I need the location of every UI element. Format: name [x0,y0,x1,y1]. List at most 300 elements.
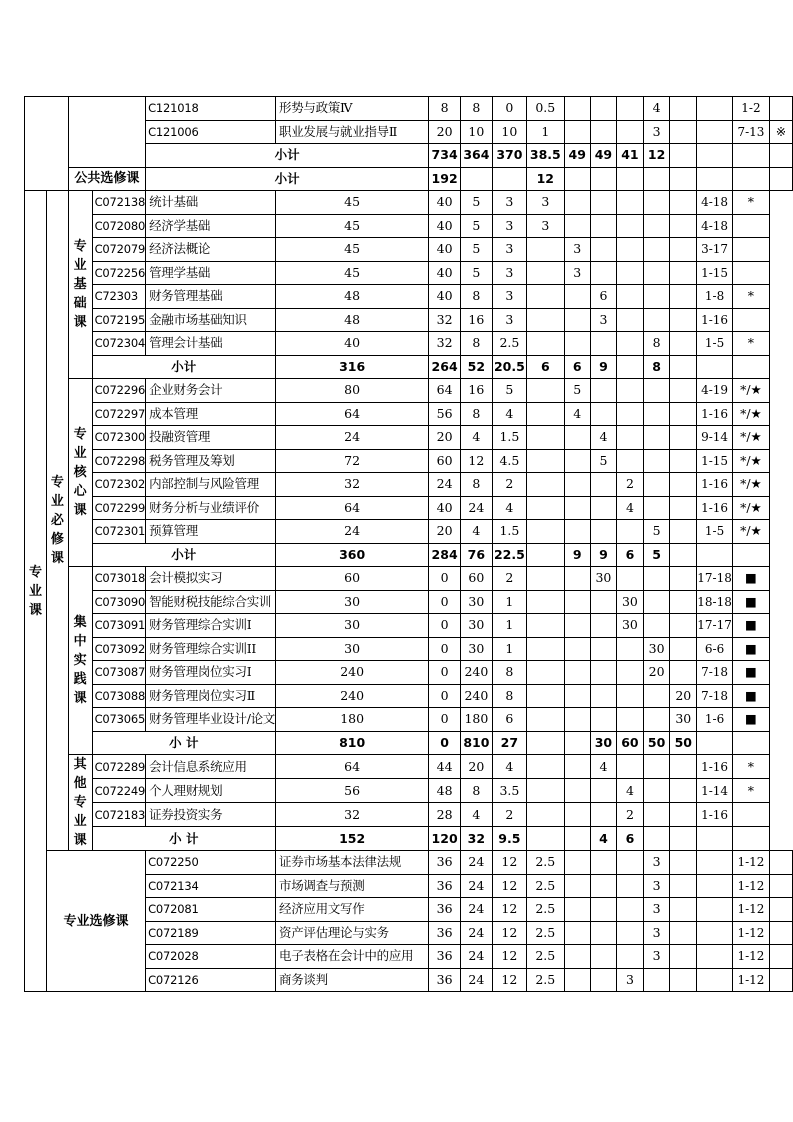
subtotal-value [564,731,590,755]
course-value: 32 [276,803,429,827]
course-value: 3 [643,945,670,969]
subtotal-label: 小 计 [92,827,275,851]
course-value [590,708,616,732]
subtotal-value [697,355,733,379]
course-value [697,874,733,898]
course-code: C072081 [146,898,276,922]
course-value: 56 [429,402,461,426]
course-value [769,97,792,121]
course-value: 3 [590,308,616,332]
course-value [670,851,697,875]
course-value [769,921,792,945]
course-value [564,191,590,215]
course-name: 财务管理岗位实习Ⅰ [146,661,276,685]
subtotal-value: 264 [429,355,461,379]
course-value [617,945,644,969]
course-value [617,214,644,238]
course-value: 1-12 [732,874,769,898]
course-value [670,803,697,827]
course-name: 形势与政策Ⅳ [276,97,429,121]
course-value [643,496,670,520]
course-value [643,261,670,285]
course-value: 4-18 [697,191,733,215]
course-value [527,661,565,685]
course-value [617,449,644,473]
course-value [670,496,697,520]
course-value: ■ [732,684,769,708]
subtotal-value: 22.5 [492,543,526,567]
course-value [670,874,697,898]
course-value: 1-16 [697,755,733,779]
course-value [564,332,590,356]
subtotal-value: 9 [590,543,616,567]
subtotal-value: 9.5 [492,827,526,851]
course-value [564,308,590,332]
table-row [25,684,793,708]
course-value: 36 [429,874,461,898]
course-value: 240 [460,684,492,708]
course-value: 40 [429,261,461,285]
course-value: 30 [617,590,644,614]
subtotal-value: 9 [564,543,590,567]
subtotal-value: 810 [460,731,492,755]
table-row [25,355,793,379]
course-value: * [732,755,769,779]
course-name: 管理学基础 [146,261,276,285]
course-value: 4 [590,426,616,450]
course-value: * [732,332,769,356]
course-value [527,426,565,450]
course-name: 经济应用文写作 [276,898,429,922]
course-value: 30 [617,614,644,638]
course-value [590,945,616,969]
subtotal-value: 30 [590,731,616,755]
course-value: 180 [276,708,429,732]
course-value [590,261,616,285]
course-value [590,614,616,638]
course-value: 3 [492,191,526,215]
course-value [527,637,565,661]
course-value: 1-16 [697,803,733,827]
course-value: 0 [429,614,461,638]
subtotal-value [617,355,644,379]
course-name: 商务谈判 [276,968,429,992]
table-row [25,191,793,215]
course-value: 40 [429,496,461,520]
course-value [527,755,565,779]
course-value: 36 [429,945,461,969]
course-value [564,449,590,473]
course-value: 24 [460,851,492,875]
course-value [564,755,590,779]
subtotal-value [732,144,769,168]
course-value [564,473,590,497]
course-name: 预算管理 [146,520,276,544]
course-value [670,238,697,262]
course-value: 36 [429,898,461,922]
course-value [590,332,616,356]
course-value: 40 [429,214,461,238]
course-value: 1 [527,120,565,144]
course-code: C072183 [92,803,146,827]
course-value [590,238,616,262]
table-row [25,261,793,285]
course-value [564,520,590,544]
course-code: C072138 [92,191,146,215]
subtotal-value [697,144,733,168]
course-value: 240 [276,684,429,708]
course-value [732,261,769,285]
subtotal-value [643,827,670,851]
course-value: 16 [460,379,492,403]
subtotal-value [460,167,492,191]
course-value [643,968,670,992]
course-code: C073091 [92,614,146,638]
course-value [617,661,644,685]
course-value [527,567,565,591]
course-value [670,921,697,945]
course-value: 1-12 [732,898,769,922]
table-row [25,473,793,497]
course-name: 智能财税技能综合实训 [146,590,276,614]
course-value [527,402,565,426]
course-value [670,214,697,238]
course-value: 4.5 [492,449,526,473]
course-value [590,637,616,661]
course-code: C072028 [146,945,276,969]
course-value [643,214,670,238]
subtotal-value: 27 [492,731,526,755]
course-value: 3 [492,238,526,262]
course-value: 3 [564,261,590,285]
course-value: 8 [492,684,526,708]
course-name: 证券投资实务 [146,803,276,827]
subtotal-value: 8 [643,355,670,379]
course-code: C072298 [92,449,146,473]
course-value: 2.5 [527,898,565,922]
subtotal-value: 370 [492,144,526,168]
course-code: C072080 [92,214,146,238]
course-value [590,851,616,875]
course-value: 45 [276,191,429,215]
course-value [670,661,697,685]
course-value: 0 [429,708,461,732]
course-code: C072189 [146,921,276,945]
course-value: 1 [492,614,526,638]
subtotal-value [670,355,697,379]
course-value: 3 [643,921,670,945]
course-value: 7-13 [732,120,769,144]
course-value [617,332,644,356]
course-value [527,473,565,497]
course-value: 240 [460,661,492,685]
course-value: 5 [492,379,526,403]
course-name: 管理会计基础 [146,332,276,356]
course-value: 5 [590,449,616,473]
subtotal-value [670,543,697,567]
course-code: C073090 [92,590,146,614]
course-value: 32 [429,332,461,356]
subtotal-value: 38.5 [527,144,565,168]
subtotal-value: 50 [670,731,697,755]
label-major-required: 专业必修课 [46,191,68,851]
subtotal-value [670,167,697,191]
table-row [25,755,793,779]
course-value [617,97,644,121]
course-name: 电子表格在会计中的应用 [276,945,429,969]
course-value: 3 [492,285,526,309]
course-value: 12 [492,921,526,945]
course-value [617,921,644,945]
course-value [564,426,590,450]
course-code: C072299 [92,496,146,520]
course-value: ■ [732,614,769,638]
subtotal-value [564,167,590,191]
subtotal-value [527,543,565,567]
course-value: 30 [460,637,492,661]
subtotal-value [732,167,769,191]
course-value: 12 [492,874,526,898]
course-value: 64 [276,402,429,426]
course-value: 30 [460,590,492,614]
subtotal-value [617,167,644,191]
course-value: 4 [492,755,526,779]
course-value: 16 [460,308,492,332]
course-value [732,214,769,238]
course-value: 24 [460,968,492,992]
course-value [564,97,590,121]
course-value [732,238,769,262]
course-value: 2.5 [492,332,526,356]
subtotal-value [732,543,769,567]
course-value: 1-16 [697,496,733,520]
course-value: 32 [276,473,429,497]
course-value: ■ [732,567,769,591]
course-value [564,968,590,992]
course-code: C072256 [92,261,146,285]
course-value: 24 [460,921,492,945]
course-value [617,637,644,661]
course-value [617,379,644,403]
course-value: 1-16 [697,473,733,497]
course-value: 32 [429,308,461,332]
table-row [25,661,793,685]
course-value [769,874,792,898]
course-name: 成本管理 [146,402,276,426]
course-value: 2 [492,473,526,497]
course-value [590,874,616,898]
course-value [643,755,670,779]
course-code: C073065 [92,708,146,732]
course-code: C072126 [146,968,276,992]
course-code: C073018 [92,567,146,591]
subtotal-value: 810 [276,731,429,755]
course-value [527,261,565,285]
course-code: C072250 [146,851,276,875]
table-row [25,426,793,450]
course-value [564,708,590,732]
course-code: C072297 [92,402,146,426]
course-value: 24 [460,945,492,969]
course-name: 资产评估理论与实务 [276,921,429,945]
course-value: 4 [460,803,492,827]
course-value: 1-12 [732,851,769,875]
course-value [643,473,670,497]
subtotal-value [732,731,769,755]
course-value: 24 [276,520,429,544]
course-value: 5 [460,238,492,262]
course-table [24,96,793,992]
course-value: 1-14 [697,779,733,803]
course-value: 80 [276,379,429,403]
course-value [670,449,697,473]
course-value [617,684,644,708]
course-value: */★ [732,402,769,426]
subtotal-value: 364 [460,144,492,168]
course-value [564,567,590,591]
course-value: */★ [732,520,769,544]
subtotal-label: 小 计 [92,731,275,755]
course-value [617,874,644,898]
course-value [590,779,616,803]
course-value [670,332,697,356]
course-value: 180 [460,708,492,732]
course-value: 0 [429,590,461,614]
course-value: 0 [429,637,461,661]
course-value [564,684,590,708]
course-value [670,779,697,803]
course-value: 30 [590,567,616,591]
course-value: * [732,191,769,215]
course-value: 20 [670,684,697,708]
course-value: 4 [590,755,616,779]
course-value: 24 [460,496,492,520]
course-value: 45 [276,214,429,238]
course-value: 40 [429,191,461,215]
course-value: 5 [643,520,670,544]
course-value: 12 [492,898,526,922]
subtotal-value [643,167,670,191]
subtotal-value [769,144,792,168]
course-code: C072195 [92,308,146,332]
course-value: 28 [429,803,461,827]
course-value [617,708,644,732]
course-value: 6 [590,285,616,309]
course-value: 1-16 [697,402,733,426]
course-value: 7-18 [697,661,733,685]
course-value: 3 [492,214,526,238]
subtotal-value: 49 [590,144,616,168]
course-value [769,851,792,875]
course-value [643,285,670,309]
course-name: 个人理财规划 [146,779,276,803]
course-value [527,238,565,262]
course-code: C121018 [146,97,276,121]
course-code: C072304 [92,332,146,356]
subtotal-value: 76 [460,543,492,567]
course-value: 1-2 [732,97,769,121]
subtotal-value [670,144,697,168]
course-value: 20 [643,661,670,685]
course-value: 2.5 [527,968,565,992]
course-value: 20 [429,120,461,144]
course-value: 3 [643,851,670,875]
course-value [670,308,697,332]
course-code: C121006 [146,120,276,144]
subtotal-value: 50 [643,731,670,755]
course-value [564,921,590,945]
course-value: 2.5 [527,945,565,969]
course-value: 48 [429,779,461,803]
course-value [617,520,644,544]
course-value [590,684,616,708]
course-value: 1-12 [732,968,769,992]
subtotal-value [670,827,697,851]
course-value: 6 [492,708,526,732]
course-value: 48 [276,285,429,309]
course-value: 1-8 [697,285,733,309]
course-value [643,614,670,638]
course-value: 9-14 [697,426,733,450]
course-value [769,968,792,992]
subtotal-value [590,167,616,191]
subtotal-value: 192 [429,167,461,191]
course-value [590,379,616,403]
subtotal-value: 20.5 [492,355,526,379]
course-value: 1 [492,637,526,661]
course-value: 3 [564,238,590,262]
label-major: 专业课 [25,191,47,992]
course-value [564,637,590,661]
course-value: 0.5 [527,97,565,121]
course-value [590,191,616,215]
course-value [617,261,644,285]
subtotal-value [697,543,733,567]
course-value [670,567,697,591]
course-value [670,379,697,403]
course-value [697,851,733,875]
course-value: 24 [276,426,429,450]
course-value: 3.5 [492,779,526,803]
course-value [527,496,565,520]
course-value: 4-19 [697,379,733,403]
course-value: 1-12 [732,945,769,969]
course-value: 12 [492,945,526,969]
subtotal-value [492,167,526,191]
course-value [527,684,565,708]
table-row [25,214,793,238]
course-value [564,661,590,685]
course-value: 5 [460,261,492,285]
course-value: 1-15 [697,261,733,285]
course-value [670,120,697,144]
course-value: 0 [492,97,526,121]
course-value [527,590,565,614]
subtotal-label: 小计 [146,144,429,168]
course-value [564,496,590,520]
course-value: 10 [492,120,526,144]
course-value [617,120,644,144]
subtotal-label: 小计 [146,167,429,191]
course-value: 36 [429,921,461,945]
course-value: 1-5 [697,520,733,544]
course-value: 2.5 [527,874,565,898]
course-value: 4 [643,97,670,121]
course-value: 24 [429,473,461,497]
course-value: 64 [276,755,429,779]
course-value: 30 [276,590,429,614]
course-value [564,590,590,614]
